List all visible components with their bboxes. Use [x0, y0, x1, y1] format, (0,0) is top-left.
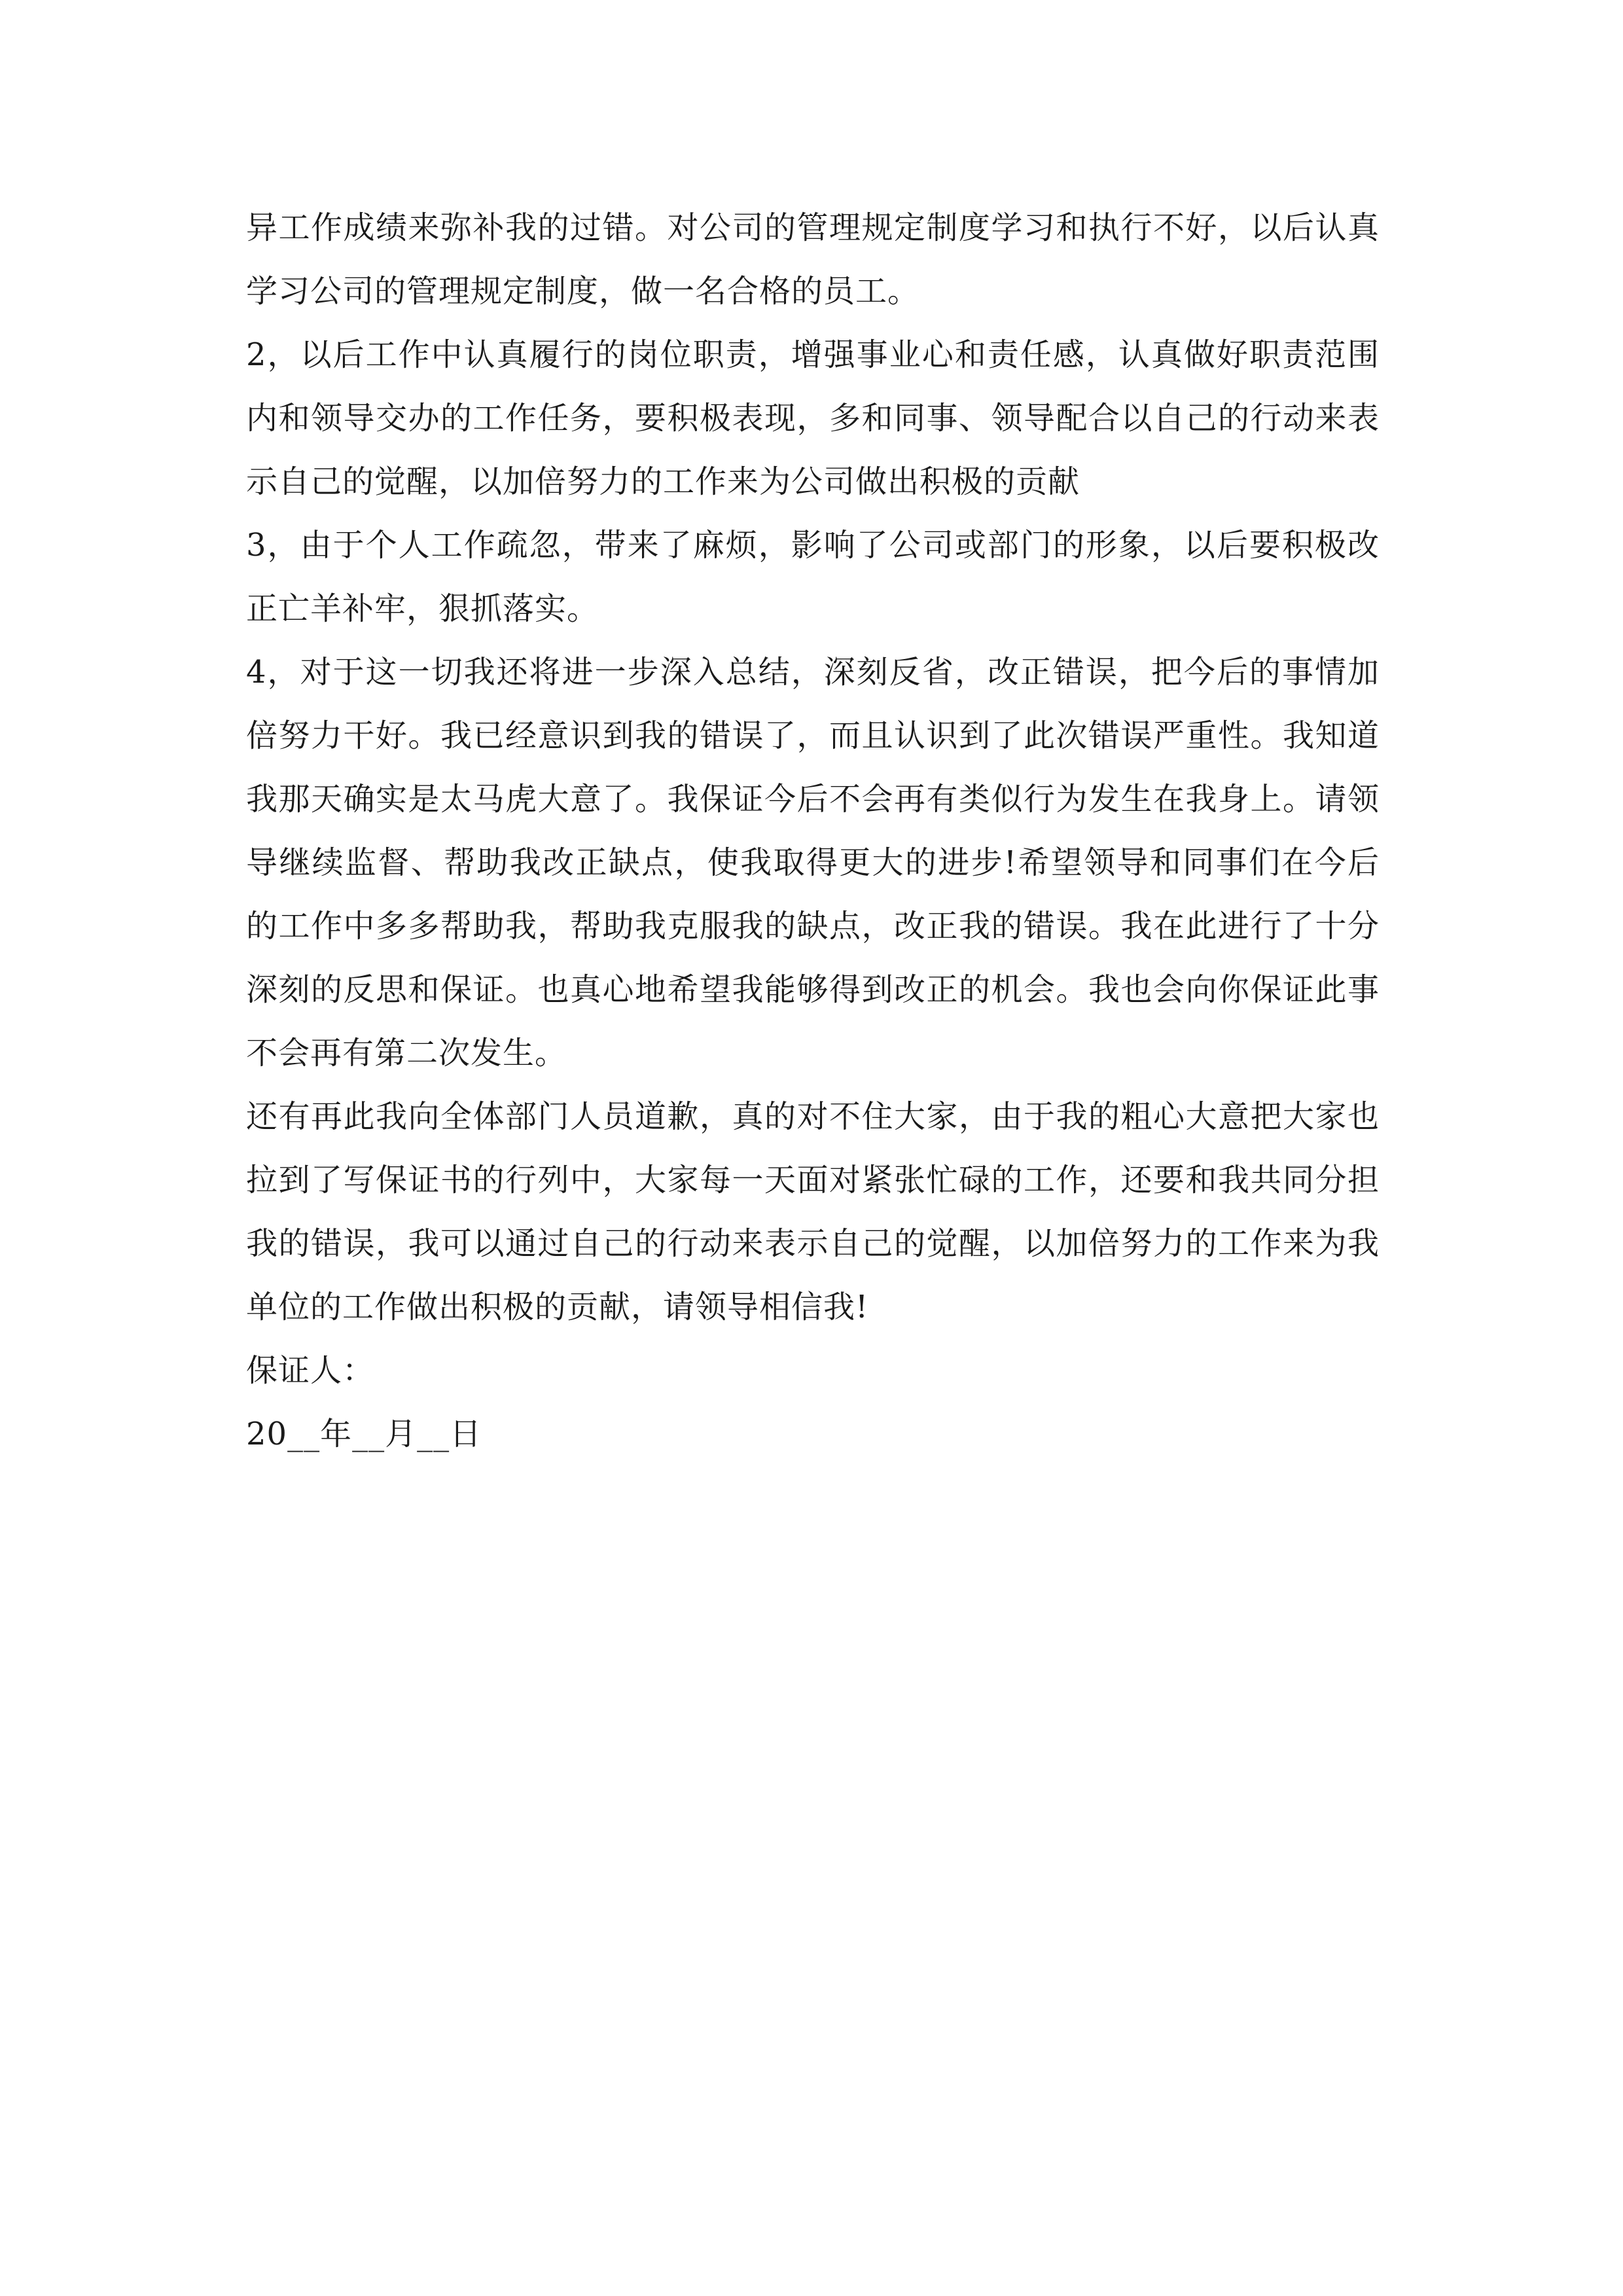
- paragraph-item-2: 2，以后工作中认真履行的岗位职责，增强事业心和责任感，认真做好职责范围内和领导交办的工作任务，要积极表现，多和同事、领导配合以自己的行动来表示自己的觉醒，以加倍努力的工作来为公司做出积极的贡献: [246, 336, 1380, 500]
- paragraph-continuation: 异工作成绩来弥补我的过错。对公司的管理规定制度学习和执行不好，以后认真学习公司的管理规定制度，做一名合格的员工。: [246, 209, 1380, 310]
- paragraph-item-3: 3，由于个人工作疏忽，带来了麻烦，影响了公司或部门的形象，以后要积极改正亡羊补牢，狠抓落实。: [246, 527, 1380, 627]
- date-line: 20__年__月__日: [246, 1416, 482, 1452]
- paragraph-item-4: 4，对于这一切我还将进一步深入总结，深刻反省，改正错误，把今后的事情加倍努力干好。我已经意识到我的错误了，而且认识到了此次错误严重性。我知道我那天确实是太马虎大意了。我保证今后不会再有类似行为发生在我身上。请领导继续监督、帮助我改正缺点，使我取得更大的进步!希望领导和同事们在今后的工作中多多帮助我，帮助我克服我的缺点，改正我的错误。我在此进行了十分深刻的反思和保证。也真心地希望我能够得到改正的机会。我也会向你保证此事不会再有第二次发生。: [246, 654, 1380, 1071]
- document-body: [246, 196, 1380, 1466]
- paragraph-apology: 还有再此我向全体部门人员道歉，真的对不住大家，由于我的粗心大意把大家也拉到了写保证书的行列中，大家每一天面对紧张忙碌的工作，还要和我共同分担我的错误，我可以通过自己的行动来表示自己的觉醒，以加倍努力的工作来为我单位的工作做出积极的贡献，请领导相信我!: [246, 1098, 1380, 1325]
- signature-label: 保证人：: [246, 1352, 375, 1389]
